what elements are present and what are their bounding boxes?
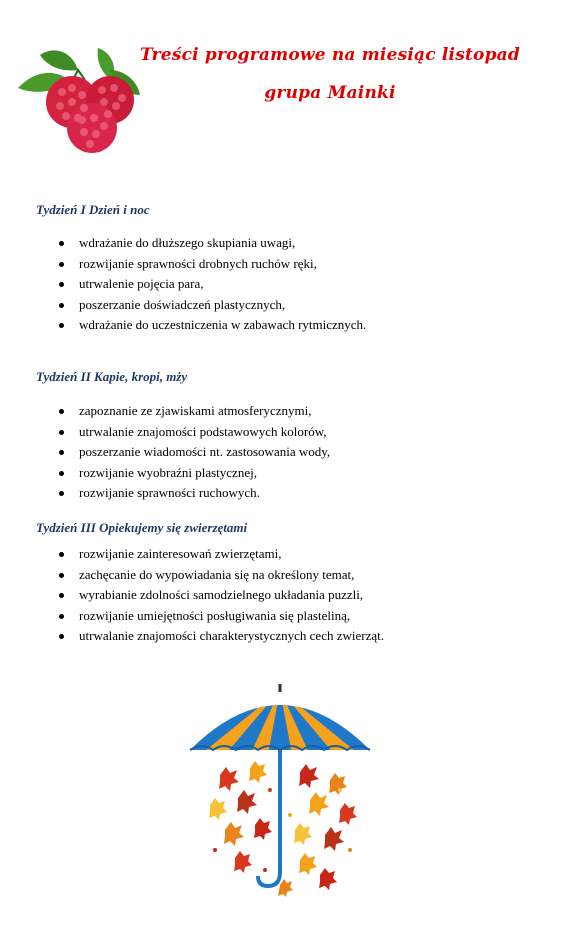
list-item: rozwijanie sprawności drobnych ruchów ręki,: [56, 254, 366, 275]
week-2-heading: Tydzień II Kapie, kropi, mży: [36, 369, 188, 384]
list-item: wyrabianie zdolności samodzielnego układania puzzli,: [56, 585, 384, 606]
list-item: wdrażanie do dłuższego skupiania uwagi,: [56, 233, 366, 254]
list-item: rozwijanie wyobraźni plastycznej,: [56, 463, 330, 484]
page-title: Treści programowe na miesiąc listopad: [140, 45, 520, 65]
list-item: rozwijanie zainteresowań zwierzętami,: [56, 544, 384, 565]
week-2-list: [56, 401, 330, 504]
week-1-list: [56, 233, 366, 336]
list-item: utrwalenie pojęcia para,: [56, 274, 366, 295]
list-item: zachęcanie do wypowiadania się na określony temat,: [56, 565, 384, 586]
list-item: poszerzanie doświadczeń plastycznych,: [56, 295, 366, 316]
umbrella-autumn-leaves-icon: [180, 680, 380, 910]
list-item: wdrażanie do uczestniczenia w zabawach rytmicznych.: [56, 315, 366, 336]
list-item: utrwalanie znajomości charakterystycznych cech zwierząt.: [56, 626, 384, 647]
page-subtitle: grupa Mainki: [264, 83, 396, 103]
list-item: rozwijanie sprawności ruchowych.: [56, 483, 330, 504]
list-item: zapoznanie ze zjawiskami atmosferycznymi,: [56, 401, 330, 422]
week-3-heading: Tydzień III Opiekujemy się zwierzętami: [36, 520, 248, 535]
list-item: utrwalanie znajomości podstawowych kolorów,: [56, 422, 330, 443]
list-item: rozwijanie umiejętności posługiwania się plasteliną,: [56, 606, 384, 627]
week-3-list: [56, 544, 384, 647]
week-1-heading: Tydzień I Dzień i noc: [36, 202, 150, 217]
list-item: poszerzanie wiadomości nt. zastosowania wody,: [56, 442, 330, 463]
raspberry-icon: [10, 40, 145, 155]
